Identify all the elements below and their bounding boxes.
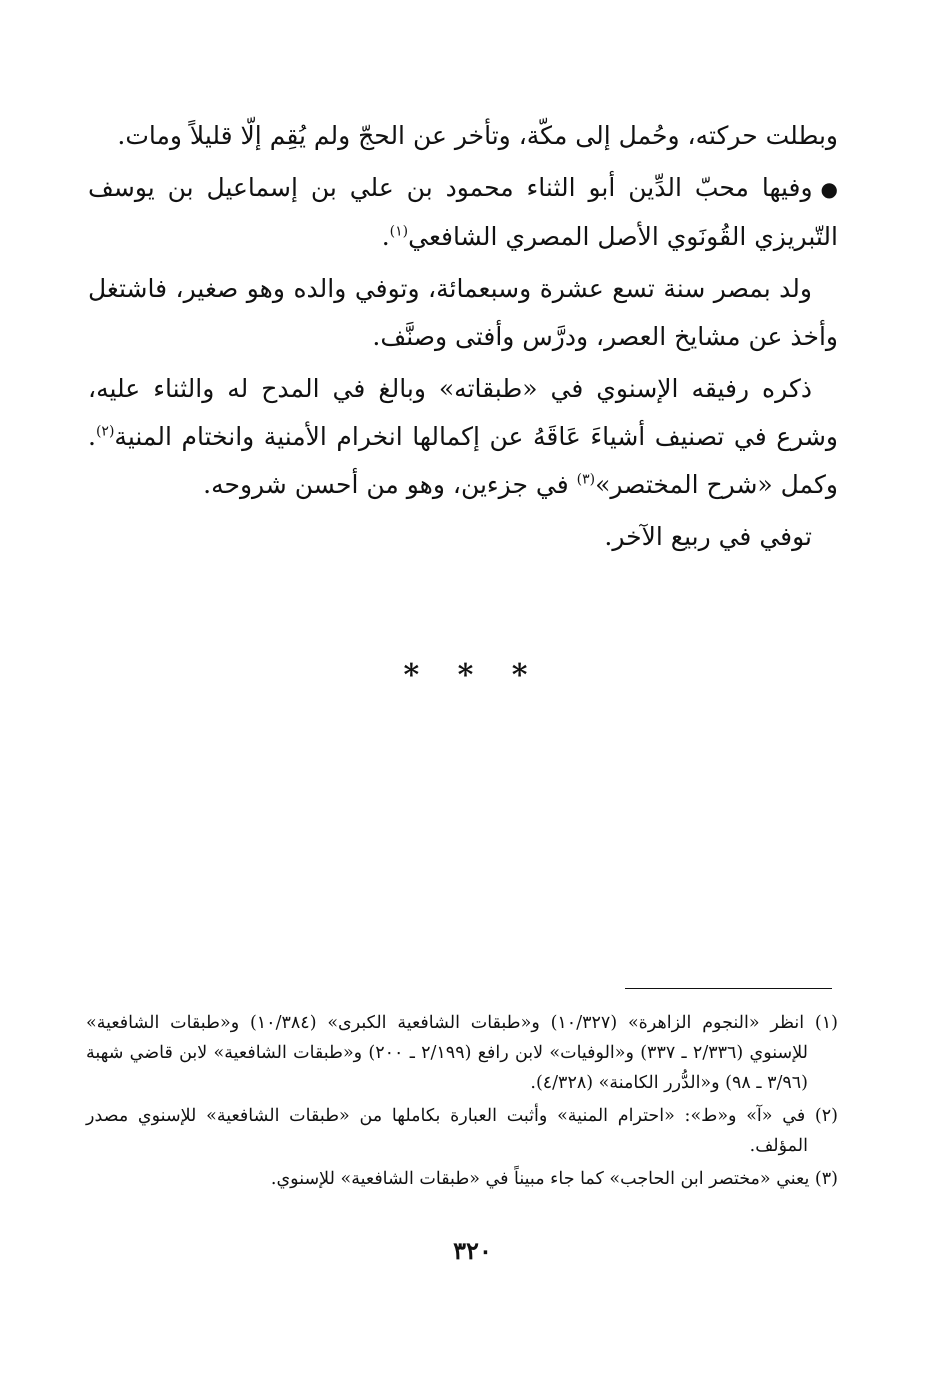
page-number: ٣٢٠	[453, 1236, 492, 1265]
bullet-icon: ●	[820, 177, 838, 201]
paragraph-4-part-2: . وكمل «شرح المختصر»	[88, 422, 838, 499]
footnotes	[86, 1008, 838, 1197]
paragraph-2	[88, 164, 838, 261]
paragraph-5: توفي في ربيع الآخر.	[604, 522, 812, 551]
footnote-ref-3[interactable]: (٣)	[576, 471, 596, 488]
paragraph-2-text: وفيها محبّ الدِّين أبو الثناء محمود بن علي بن إسماعيل بن يوسف التّبريزي القُونَوي الأصل المصري الشافعي	[88, 173, 838, 251]
main-text	[88, 112, 838, 565]
paragraph-4-part-3: في جزءين، وهو من أحسن شروحه.	[203, 470, 577, 499]
paragraph-4	[88, 365, 838, 509]
section-separator: * * *	[403, 658, 542, 693]
footnote-ref-1[interactable]: (١)	[389, 223, 409, 240]
footnote-ref-2[interactable]: (٢)	[95, 423, 115, 440]
footnote-rule	[625, 988, 832, 989]
footnote-3: (٣) يعني «مختصر ابن الحاجب» كما جاء مبيناً في «طبقات الشافعية» للإسنوي.	[270, 1169, 838, 1189]
paragraph-4-part-1: ذكره رفيقه الإسنوي في «طبقاته» وبالغ في المدح له والثناء عليه، وشرع في تصنيف أشياءَ عَاقَهُ عن إكمالها انخرام الأمنية وانختام المنية	[88, 374, 838, 451]
paragraph-2-end: .	[381, 222, 390, 251]
footnote-1: (١) انظر «النجوم الزاهرة» (١٠/٣٢٧) و«طبقات الشافعية الكبرى» (١٠/٣٨٤) و«طبقات الشافعية» للإسنوي (٢/٣٣٦ ـ ٣٣٧) و«الوفيات» لابن رافع (٢/١٩٩ ـ ٢٠٠) و«طبقات الشافعية» لابن قاضي شهبة (٣/٩٦ ـ ٩٨) و«الدُّرر الكامنة» (٤/٣٢٨).	[86, 1013, 838, 1093]
footnote-2: (٢) في «آ» و«ط»: «احترام المنية» وأثبت العبارة بكاملها من «طبقات الشافعية» للإسنوي مصدر المؤلف.	[86, 1106, 838, 1156]
paragraph-1: وبطلت حركته، وحُمل إلى مكّة، وتأخر عن الحجّ ولم يُقِم إلّا قليلاً ومات.	[117, 121, 838, 150]
paragraph-3: ولد بمصر سنة تسع عشرة وسبعمائة، وتوفي والده وهو صغير، فاشتغل وأخذ عن مشايخ العصر، ودرَّس وأفتى وصنَّف.	[88, 274, 838, 351]
